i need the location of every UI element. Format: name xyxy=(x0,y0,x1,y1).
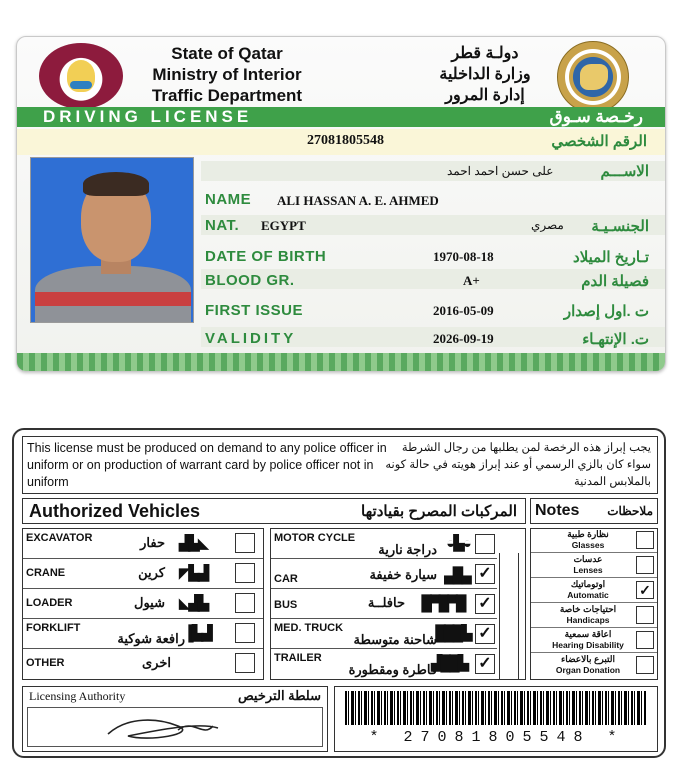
warning-arabic: يجب إبراز هذه الرخصة لمن يطلبها من رجال الشرطة سواء كان بالزي الرسمي أو عند إبراز هويته في حالة كونه بالملابس المدنية xyxy=(385,442,651,488)
vehicle-checkbox xyxy=(235,593,255,613)
note-label: Glasses xyxy=(571,540,605,550)
note-label: Lenses xyxy=(573,565,603,575)
note-label: Handicaps xyxy=(566,615,610,625)
signature-area xyxy=(27,707,323,747)
note-label-arabic: نظارة طبية xyxy=(567,529,609,539)
first-issue-value: 2016-05-09 xyxy=(433,303,494,318)
vehicle-row xyxy=(271,619,497,649)
authorized-vehicles-arabic: المركبات المصرح بقيادتها xyxy=(361,503,517,520)
blood-group-row xyxy=(201,271,666,293)
note-label-arabic: التبرع بالاعضاء xyxy=(560,654,616,664)
blood-group-label: BLOOD GR. xyxy=(205,272,295,289)
vehicle-checkbox xyxy=(235,533,255,553)
note-label-arabic: اعاقة سمعية xyxy=(564,629,612,639)
vehicle-label-arabic: قاطرة ومقطورة xyxy=(348,662,437,677)
note-label-arabic: احتياجات خاصة xyxy=(559,604,617,614)
note-row xyxy=(531,554,657,578)
note-row xyxy=(531,579,657,603)
truck-icon: ███▙ xyxy=(435,625,471,642)
vehicle-label: MOTOR CYCLE xyxy=(274,532,356,544)
licensing-authority-box xyxy=(22,686,328,752)
notes-arabic: ملاحظات xyxy=(607,504,653,518)
vehicle-checkbox xyxy=(235,623,255,643)
license-back xyxy=(12,428,666,758)
vehicle-label: MED. TRUCK xyxy=(274,622,344,634)
forklift-icon: ▐▙▟ xyxy=(183,625,211,642)
vehicle-row xyxy=(271,559,497,589)
validity-row xyxy=(201,329,666,351)
vehicle-label-arabic: سيارة خفيفة xyxy=(369,567,437,582)
vehicles-middle-column xyxy=(270,528,526,680)
vehicle-label-arabic: اخرى xyxy=(142,655,171,670)
vehicle-row xyxy=(271,529,497,559)
dob-value: 1970-08-18 xyxy=(433,249,494,264)
warning-box xyxy=(22,436,658,494)
validity-label: VALIDITY xyxy=(205,330,297,347)
name-row xyxy=(201,189,666,211)
note-row xyxy=(531,529,657,553)
dob-label: DATE OF BIRTH xyxy=(205,248,327,265)
vehicle-label: EXCAVATOR xyxy=(26,532,93,544)
vehicle-label-arabic: رافعة شوكية xyxy=(117,631,185,646)
name-arabic-label: الاســـم xyxy=(600,163,649,180)
license-front xyxy=(16,36,666,372)
note-label: Organ Donation xyxy=(555,665,621,675)
vehicle-label-arabic: دراجة نارية xyxy=(378,542,437,557)
nationality-value: EGYPT xyxy=(261,218,306,233)
car-icon: ▄█▄ xyxy=(444,567,470,584)
authorized-vehicles-english: Authorized Vehicles xyxy=(29,501,201,521)
trailer-icon: ▟██▙ xyxy=(430,655,468,672)
holder-photo xyxy=(30,157,194,323)
vehicle-label-arabic: شاحنة متوسطة xyxy=(353,632,437,647)
qatar-moi-emblem-icon xyxy=(39,43,123,109)
note-checkbox xyxy=(636,656,654,674)
vehicle-label-arabic: شيول xyxy=(134,595,165,610)
note-checkbox xyxy=(636,631,654,649)
validity-label-arabic: ت. الإنتهـاء xyxy=(582,331,649,348)
nationality-label-arabic: الجنسـيـة xyxy=(591,218,649,235)
excavator-icon: ▟▙◣ xyxy=(178,535,208,552)
vehicle-checkbox: ✓ xyxy=(475,594,495,614)
name-value: ALI HASSAN A. E. AHMED xyxy=(277,193,439,208)
first-issue-row xyxy=(201,301,666,323)
id-label-arabic: الرقم الشخصي xyxy=(551,133,647,150)
vehicle-label-arabic: كرين xyxy=(138,565,165,580)
notes-header xyxy=(530,498,658,524)
nationality-row xyxy=(201,215,666,237)
header-arabic: دولـة قطر وزارة الداخلية إدارة المرور xyxy=(439,45,531,104)
bracket-bar xyxy=(499,553,519,679)
vehicle-row xyxy=(23,559,263,589)
vehicle-label: FORKLIFT xyxy=(26,622,81,634)
vehicle-row xyxy=(23,619,263,649)
note-label-arabic: عدسات xyxy=(573,554,603,564)
vehicle-checkbox xyxy=(475,534,495,554)
vehicle-label-arabic: حافلــة xyxy=(367,595,405,610)
blood-group-value: A+ xyxy=(463,273,480,288)
vehicle-label: CAR xyxy=(274,573,298,585)
header-english: State of Qatar Ministry of Interior Traffic Department xyxy=(151,44,303,105)
vehicle-row xyxy=(23,529,263,559)
note-checkbox xyxy=(636,606,654,624)
first-issue-label: FIRST ISSUE xyxy=(205,302,304,319)
vehicle-row xyxy=(23,649,263,679)
barcode xyxy=(345,691,647,725)
signature-icon xyxy=(28,708,324,748)
vehicle-checkbox: ✓ xyxy=(475,564,495,584)
note-checkbox: ✓ xyxy=(636,581,654,599)
authorized-vehicles-header xyxy=(22,498,526,524)
motorcycle-icon: ◒▙◒ xyxy=(446,535,470,552)
gcc-emblem-icon xyxy=(557,41,629,113)
nationality-value-arabic: مصري xyxy=(531,218,564,232)
note-label-arabic: اوتوماتيك xyxy=(570,579,606,589)
name-arabic-value: على حسن احمد احمد xyxy=(447,164,554,178)
loader-icon: ◣▟▙ xyxy=(178,595,208,612)
vehicle-label-arabic: حفار xyxy=(140,535,165,550)
note-label: Hearing Disability xyxy=(552,640,624,650)
vehicle-label: BUS xyxy=(274,599,298,611)
note-row xyxy=(531,604,657,628)
id-number: 27081805548 xyxy=(307,133,384,148)
decorative-pattern xyxy=(17,353,666,372)
notes-column xyxy=(530,528,658,680)
vehicle-label: OTHER xyxy=(26,657,65,669)
vehicle-row xyxy=(271,589,497,619)
vehicle-checkbox: ✓ xyxy=(475,654,495,674)
vehicle-row xyxy=(271,649,497,679)
note-checkbox xyxy=(636,531,654,549)
vehicle-label: LOADER xyxy=(26,597,73,609)
vehicle-checkbox xyxy=(235,563,255,583)
nationality-label: NAT. xyxy=(205,217,240,234)
vehicle-row xyxy=(23,589,263,619)
licensing-authority-arabic: سلطة الترخيص xyxy=(238,688,321,703)
barcode-box xyxy=(334,686,658,752)
note-checkbox xyxy=(636,556,654,574)
notes-english: Notes xyxy=(535,502,580,519)
first-issue-label-arabic: ت .اول إصدار xyxy=(563,303,649,320)
validity-value: 2026-09-19 xyxy=(433,331,494,346)
vehicle-label: CRANE xyxy=(26,567,66,579)
vehicle-checkbox xyxy=(235,653,255,673)
name-arabic-row xyxy=(201,161,666,183)
title-english: DRIVING LICENSE xyxy=(43,107,253,126)
licensing-authority-english: Licensing Authority xyxy=(29,689,126,703)
vehicle-label: TRAILER xyxy=(274,652,322,664)
note-row xyxy=(531,629,657,653)
blood-group-label-arabic: فصيلة الدم xyxy=(581,273,649,290)
name-label: NAME xyxy=(205,191,252,208)
bus-icon: █▀█▀█ xyxy=(421,595,465,612)
warning-english: This license must be produced on demand to any police officer in uniform or on production of warrant card by police officer not in uniform xyxy=(27,441,387,489)
crane-icon: ◤▙▟ xyxy=(178,565,208,582)
vehicles-left-column xyxy=(22,528,264,680)
vehicle-checkbox: ✓ xyxy=(475,624,495,644)
note-label: Automatic xyxy=(567,590,609,600)
barcode-number: * 27081805548 * xyxy=(369,729,625,746)
dob-row xyxy=(201,247,666,269)
title-arabic: رخـصة سـوق xyxy=(549,107,643,126)
note-row xyxy=(531,654,657,678)
dob-label-arabic: تـاريخ الميلاد xyxy=(573,249,649,266)
